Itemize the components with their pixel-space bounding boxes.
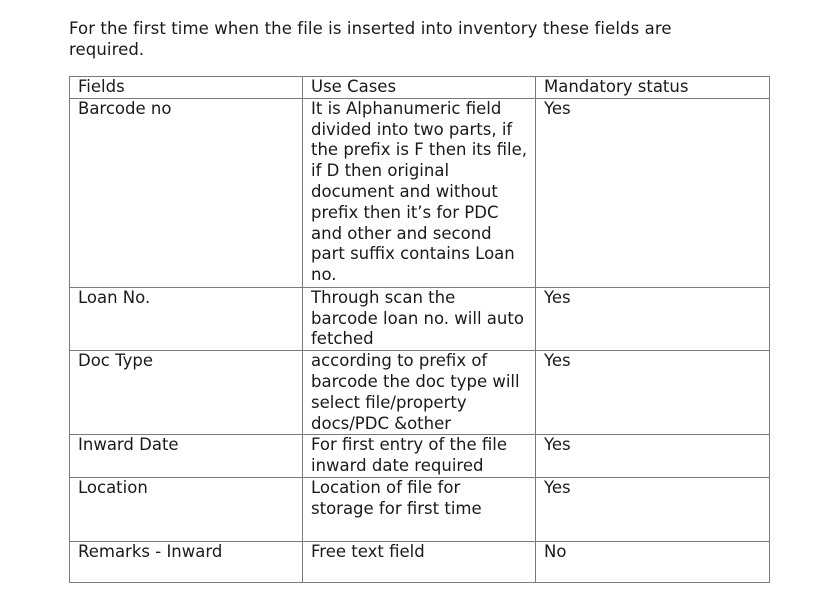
cell-field: Inward Date [70,435,303,478]
cell-use-case: For first entry of the file inward date required [303,435,536,478]
cell-use-case: It is Alphanumeric field divided into two parts, if the prefix is F then its file, if D then original document and without prefix then it’s for PDC and other and second part suffix contains Loan no. [303,98,536,287]
cell-mandatory: Yes [536,98,770,287]
cell-mandatory: Yes [536,435,770,478]
cell-field: Remarks - Inward [70,541,303,582]
table-row [70,541,770,582]
cell-use-case: Location of file for storage for first time [303,477,536,541]
cell-use-case: according to prefix of barcode the doc type will select file/property docs/PDC &other [303,351,536,435]
cell-field: Doc Type [70,351,303,435]
cell-use-case: Free text field [303,541,536,582]
cell-mandatory: No [536,541,770,582]
table-row [70,477,770,541]
table-row [70,287,770,350]
cell-field: Location [70,477,303,541]
cell-mandatory: Yes [536,287,770,350]
header-use-cases: Use Cases [303,77,536,99]
table-row [70,435,770,478]
table-row [70,351,770,435]
header-mandatory-status: Mandatory status [536,77,770,99]
cell-use-case: Through scan the barcode loan no. will auto fetched [303,287,536,350]
table-header-row [70,77,770,99]
cell-mandatory: Yes [536,477,770,541]
intro-paragraph: For the first time when the file is inserted into inventory these fields are required. [69,19,672,59]
fields-table [69,76,770,583]
header-fields: Fields [70,77,303,99]
cell-field: Barcode no [70,98,303,287]
cell-mandatory: Yes [536,351,770,435]
cell-field: Loan No. [70,287,303,350]
table-row [70,98,770,287]
